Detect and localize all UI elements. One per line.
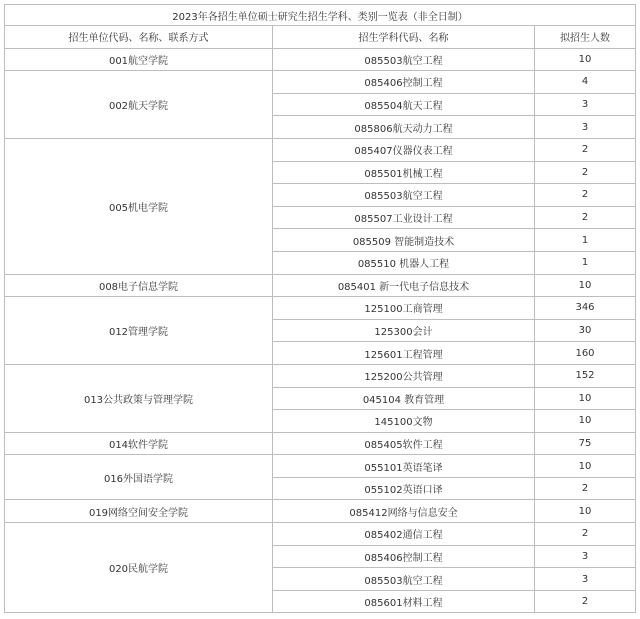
- subject-cell: 085503航空工程: [273, 48, 535, 71]
- count-cell: 30: [535, 319, 636, 342]
- header-unit: 招生单位代码、名称、联系方式: [5, 26, 273, 49]
- unit-cell: 014软件学院: [5, 432, 273, 455]
- count-cell: 2: [535, 477, 636, 500]
- unit-cell: 005机电学院: [5, 138, 273, 274]
- subject-cell: 055102英语口译: [273, 477, 535, 500]
- subject-cell: 085406控制工程: [273, 71, 535, 94]
- subject-cell: 085507工业设计工程: [273, 206, 535, 229]
- count-cell: 4: [535, 71, 636, 94]
- count-cell: 10: [535, 387, 636, 410]
- unit-cell: 019网络空间安全学院: [5, 500, 273, 523]
- subject-cell: 125601工程管理: [273, 342, 535, 365]
- table-row: [5, 432, 636, 455]
- count-cell: 2: [535, 161, 636, 184]
- subject-cell: 125200公共管理: [273, 364, 535, 387]
- count-cell: 2: [535, 590, 636, 613]
- table-header-row: [5, 26, 636, 49]
- subject-cell: 085412网络与信息安全: [273, 500, 535, 523]
- table-row: [5, 455, 636, 478]
- table-title: 2023年各招生单位硕士研究生招生学科、类别一览表（非全日制）: [5, 5, 636, 26]
- count-cell: 2: [535, 138, 636, 161]
- unit-cell: 001航空学院: [5, 48, 273, 71]
- table-row: [5, 71, 636, 94]
- count-cell: 3: [535, 568, 636, 591]
- unit-cell: 012管理学院: [5, 297, 273, 365]
- subject-cell: 085401 新一代电子信息技术: [273, 274, 535, 297]
- subject-cell: 045104 教育管理: [273, 387, 535, 410]
- unit-cell: 020民航学院: [5, 523, 273, 613]
- unit-cell: 002航天学院: [5, 71, 273, 139]
- subject-cell: 085406控制工程: [273, 545, 535, 568]
- subject-cell: 085501机械工程: [273, 161, 535, 184]
- unit-cell: 013公共政策与管理学院: [5, 364, 273, 432]
- count-cell: 152: [535, 364, 636, 387]
- unit-cell: 008电子信息学院: [5, 274, 273, 297]
- subject-cell: 125100工商管理: [273, 297, 535, 320]
- table-row: [5, 48, 636, 71]
- header-subject: 招生学科代码、名称: [273, 26, 535, 49]
- subject-cell: 145100文物: [273, 410, 535, 433]
- count-cell: 1: [535, 251, 636, 274]
- count-cell: 10: [535, 500, 636, 523]
- subject-cell: 085510 机器人工程: [273, 251, 535, 274]
- count-cell: 2: [535, 184, 636, 207]
- subject-cell: 125300会计: [273, 319, 535, 342]
- count-cell: 75: [535, 432, 636, 455]
- table-row: [5, 274, 636, 297]
- count-cell: 3: [535, 93, 636, 116]
- table-row: [5, 138, 636, 161]
- subject-cell: 085601材料工程: [273, 590, 535, 613]
- subject-cell: 085504航天工程: [273, 93, 535, 116]
- subject-cell: 055101英语笔译: [273, 455, 535, 478]
- subject-cell: 085509 智能制造技术: [273, 229, 535, 252]
- header-count: 拟招生人数: [535, 26, 636, 49]
- count-cell: 346: [535, 297, 636, 320]
- table-row: [5, 500, 636, 523]
- count-cell: 1: [535, 229, 636, 252]
- table-row: [5, 297, 636, 320]
- count-cell: 160: [535, 342, 636, 365]
- subject-cell: 085402通信工程: [273, 523, 535, 546]
- subject-cell: 085806航天动力工程: [273, 116, 535, 139]
- count-cell: 10: [535, 455, 636, 478]
- count-cell: 2: [535, 206, 636, 229]
- subject-cell: 085405软件工程: [273, 432, 535, 455]
- count-cell: 2: [535, 523, 636, 546]
- enrollment-table: [4, 4, 636, 613]
- count-cell: 10: [535, 410, 636, 433]
- count-cell: 3: [535, 116, 636, 139]
- subject-cell: 085503航空工程: [273, 184, 535, 207]
- count-cell: 3: [535, 545, 636, 568]
- table-row: [5, 364, 636, 387]
- table-row: [5, 523, 636, 546]
- table-title-row: [5, 5, 636, 26]
- unit-cell: 016外国语学院: [5, 455, 273, 500]
- subject-cell: 085407仪器仪表工程: [273, 138, 535, 161]
- count-cell: 10: [535, 48, 636, 71]
- count-cell: 10: [535, 274, 636, 297]
- table-body: [5, 48, 636, 613]
- subject-cell: 085503航空工程: [273, 568, 535, 591]
